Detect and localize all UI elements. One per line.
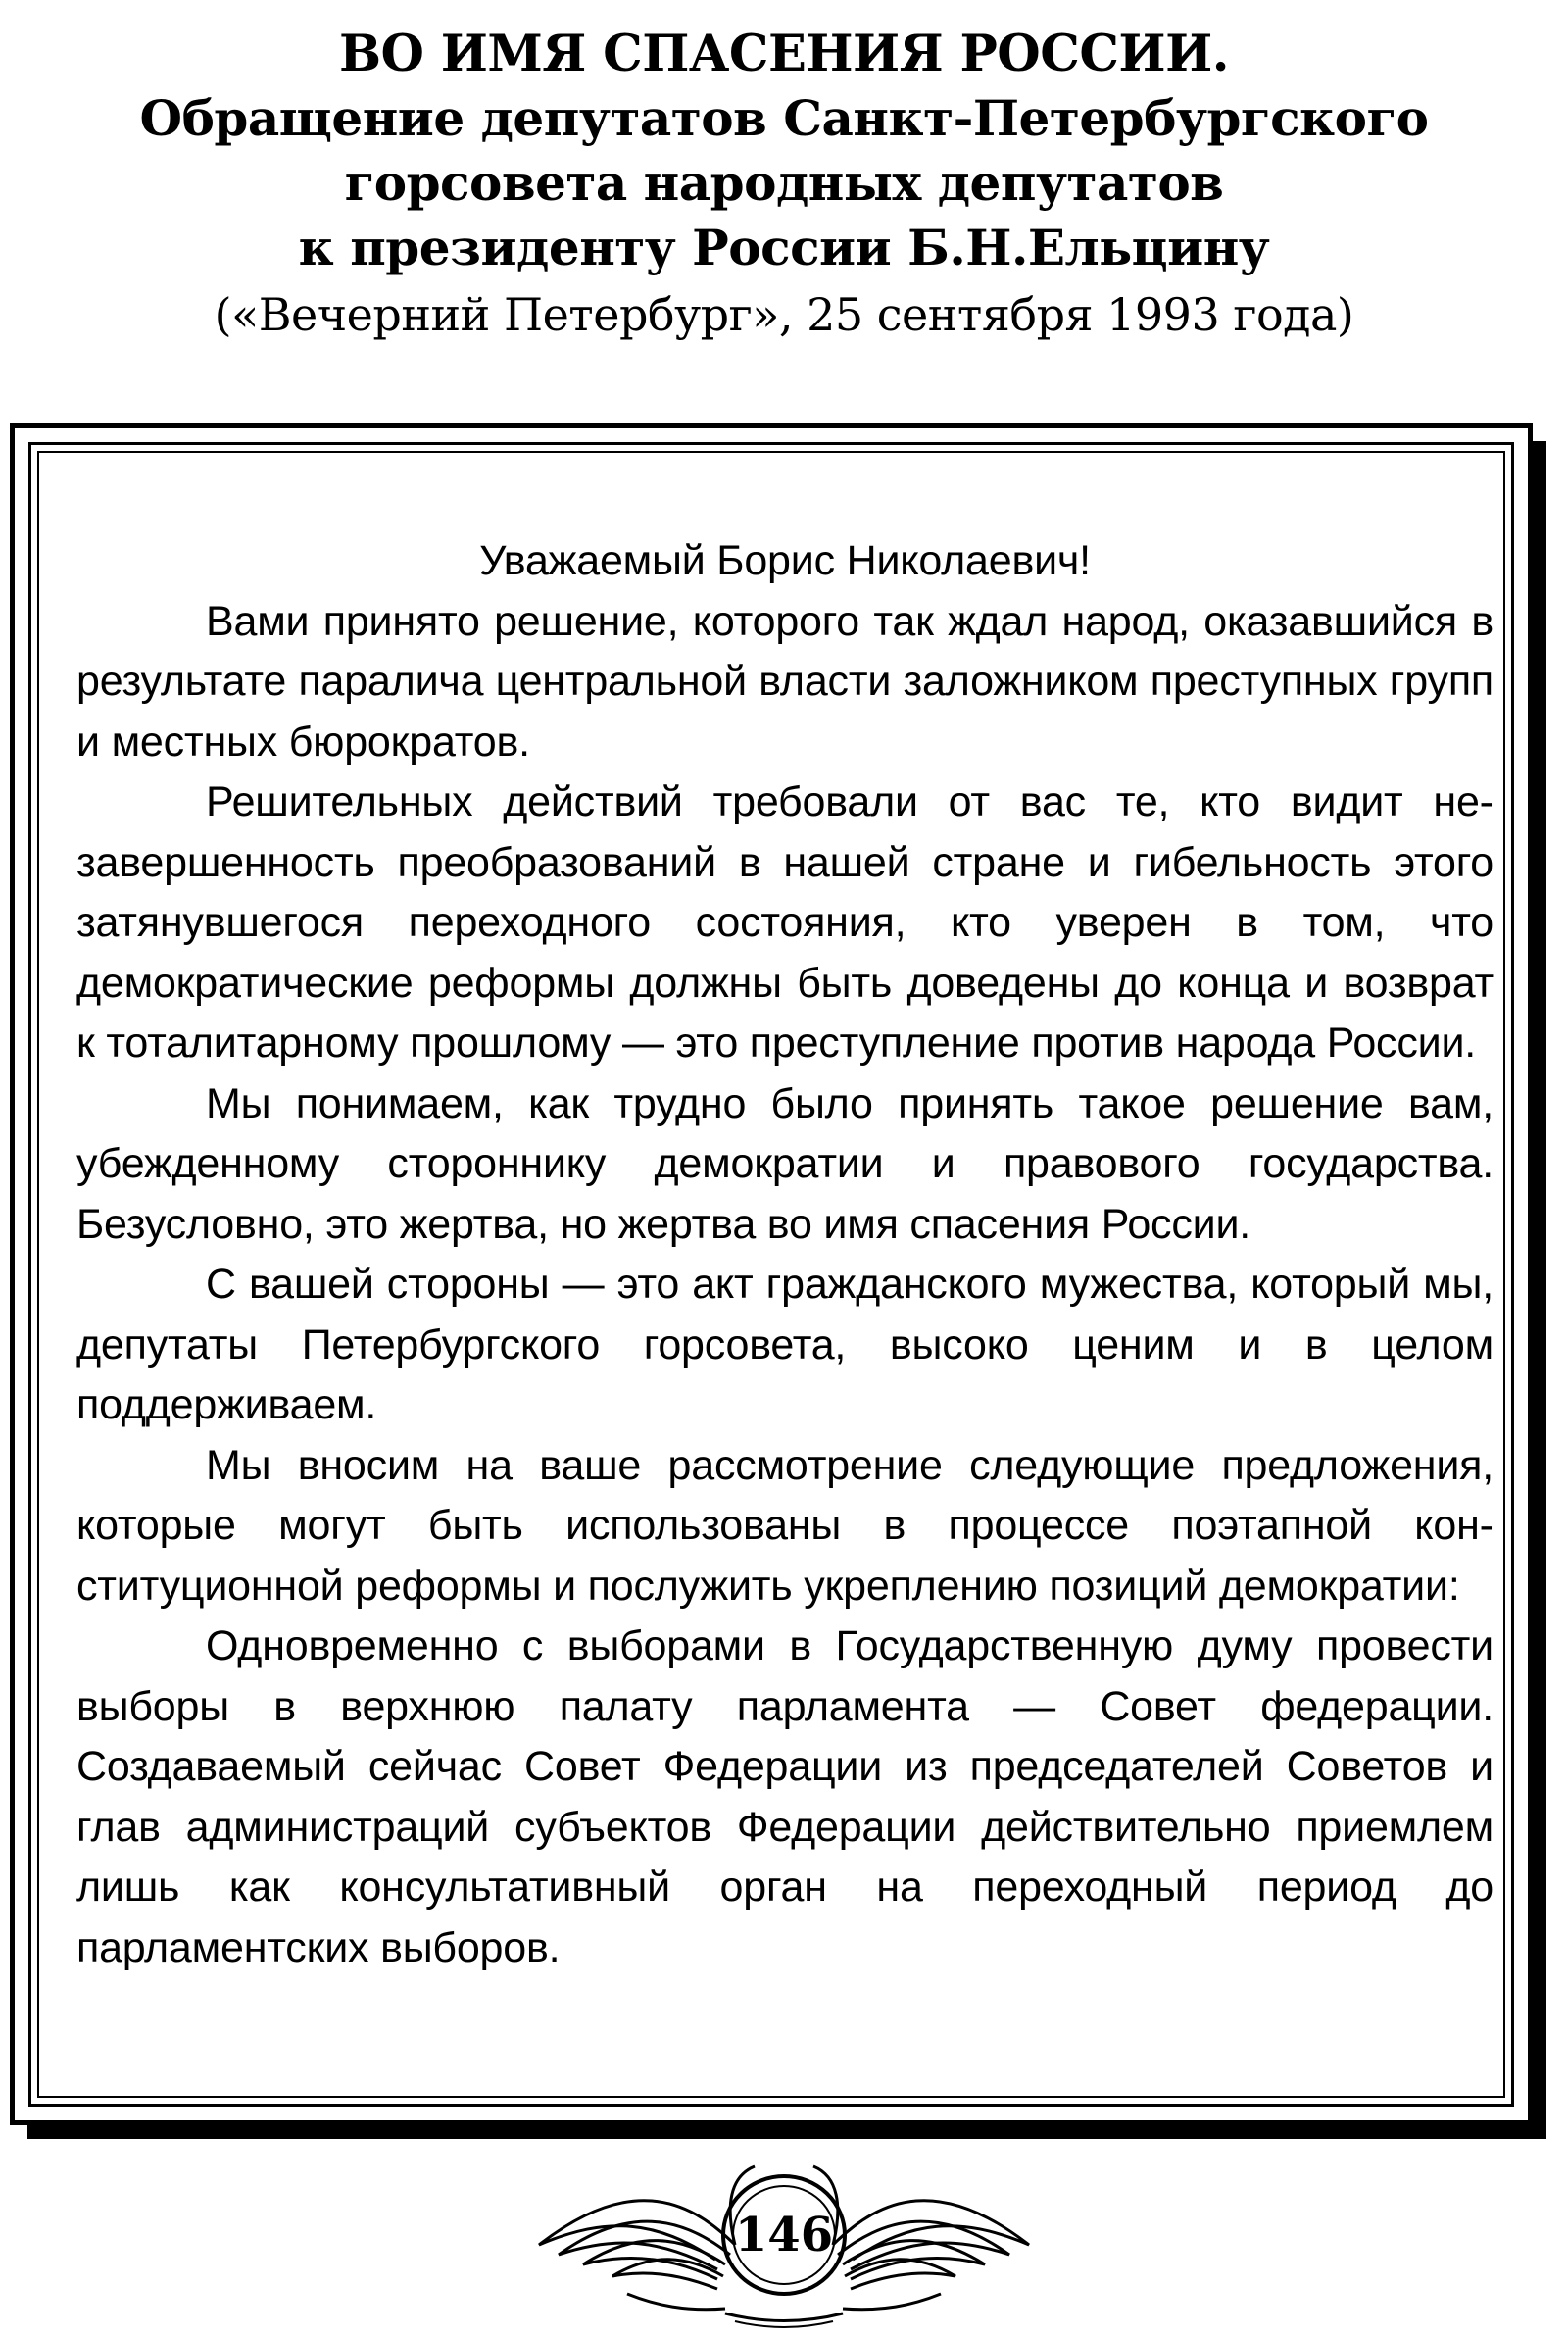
letter-frame-inner xyxy=(28,442,1514,2107)
letter-paragraph-2: Решительных действий требовали от вас те, кто видит незавершенность преобразований в нашей стране и гибельность этого затянувшегося переходного состояния, кто уверен в том, что демократические реформы должны быть доведены до конца и возврат к тоталитарному прошлому — это преступление против народа России. xyxy=(76,778,1494,1067)
document-subtitle-line-2: горсовета народных депутатов xyxy=(344,154,1224,212)
letter-paragraph-5: Мы вносим на ваше рассмотрение следующие предложения, которые могут быть использованы в процессе поэтапной конституционной реформы и послужить укреплению позиций демократии: xyxy=(76,1441,1494,1610)
document-header xyxy=(0,22,1568,349)
letter-frame xyxy=(10,423,1533,2125)
document-subtitle-line-1: Обращение депутатов Санкт-Петербургского xyxy=(139,89,1429,147)
letter-paragraph-1: Вами принято решение, которого так ждал народ, оказавшийся в результате паралича центральной власти заложником преступных групп и местных бюрократов. xyxy=(76,597,1494,766)
letter-frame-inner-rule xyxy=(37,451,1505,2098)
document-title: ВО ИМЯ СПАСЕНИЯ РОССИИ. xyxy=(338,25,1230,83)
page-number: 146 xyxy=(734,2208,834,2263)
page-footer xyxy=(490,2137,1078,2333)
letter-body xyxy=(76,531,1494,1978)
letter-paragraph-6: Одновременно с выборами в Государственную думу провести выборы в верхнюю палату парламента — Совет федерации. Создаваемый сейчас Совет Федерации из председателей Советов и глав администраций субъектов Федерации действительно приемлем лишь как консультативный орган на переходный период до парламентских выборов. xyxy=(76,1622,1494,1971)
letter-greeting: Уважаемый Борис Николаевич! xyxy=(479,537,1091,584)
document-subtitle-line-3: к президенту России Б.Н.Ельцину xyxy=(298,219,1270,276)
document-source: («Вечерний Петербург», 25 сентября 1993 года) xyxy=(214,288,1354,341)
letter-paragraph-3: Мы понимаем, как трудно было принять такое решение вам, убежденному стороннику демократии и правового государства. Безусловно, это жертва, но жертва во имя спасения России. xyxy=(76,1079,1494,1248)
letter-paragraph-4: С вашей стороны — это акт гражданского мужества, который мы, депутаты Петербургского горсовета, высоко ценим и в целом поддерживаем. xyxy=(76,1261,1494,1428)
